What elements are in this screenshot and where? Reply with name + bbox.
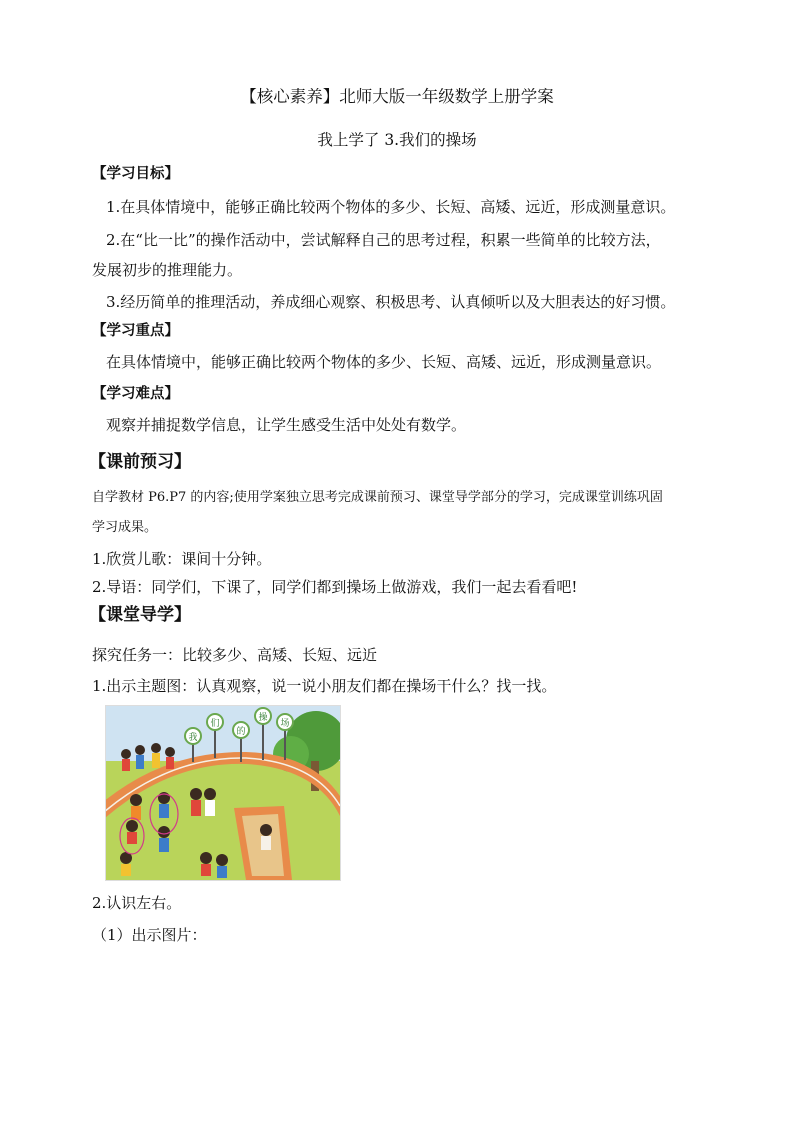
goal-item-2-line1: 2.在“比一比”的操作活动中，尝试解释自己的思考过程，积累一些简单的比较方法， [106,231,661,249]
goal-item-1: 1.在具体情境中，能够正确比较两个物体的多少、长短、高矮、远近，形成测量意识。 [106,198,676,216]
sign-char-4: 操 [258,713,268,723]
sign-char-2: 们 [210,719,220,729]
task-1-step-2: 2.认识左右。 [92,894,182,912]
document-title: 【核心素养】北师大版一年级数学上册学案 [240,87,554,106]
goal-item-3: 3.经历简单的推理活动，养成细心观察、积极思考、认真倾听以及大胆表达的好习惯。 [106,293,676,311]
focus-heading: 【学习重点】 [92,323,179,339]
goal-item-2-line2: 发展初步的推理能力。 [92,261,243,279]
preview-heading: 【课前预习】 [89,452,191,472]
task-1-step-2-sub-1: （1）出示图片： [92,926,207,944]
sign-char-3: 的 [236,727,246,737]
guide-heading: 【课堂导学】 [89,605,191,625]
sign-char-5: 场 [280,719,290,729]
preview-line-2: 学习成果。 [92,520,158,535]
focus-text: 在具体情境中，能够正确比较两个物体的多少、长短、高矮、远近，形成测量意识。 [106,353,662,371]
sign-char-1: 我 [188,733,198,743]
difficulty-heading: 【学习难点】 [92,386,179,402]
difficulty-text: 观察并捕捉数学信息，让学生感受生活中处处有数学。 [106,416,467,434]
playground-scene [106,706,340,880]
task-1-step-1: 1.出示主题图：认真观察，说一说小朋友们都在操场干什么？找一找。 [92,677,557,695]
preview-item-2: 2.导语：同学们，下课了，同学们都到操场上做游戏，我们一起去看看吧! [92,578,578,596]
playground-illustration [105,705,341,881]
goals-heading: 【学习目标】 [92,166,179,182]
lesson-subtitle: 我上学了 3.我们的操场 [317,131,477,149]
preview-line-1: 自学教材 P6.P7 的内容;使用学案独立思考完成课前预习、课堂导学部分的学习，完成课堂训练巩固 [92,490,663,505]
task-1-title: 探究任务一：比较多少、高矮、长短、远近 [92,646,378,664]
preview-item-1: 1.欣赏儿歌：课间十分钟。 [92,550,272,568]
